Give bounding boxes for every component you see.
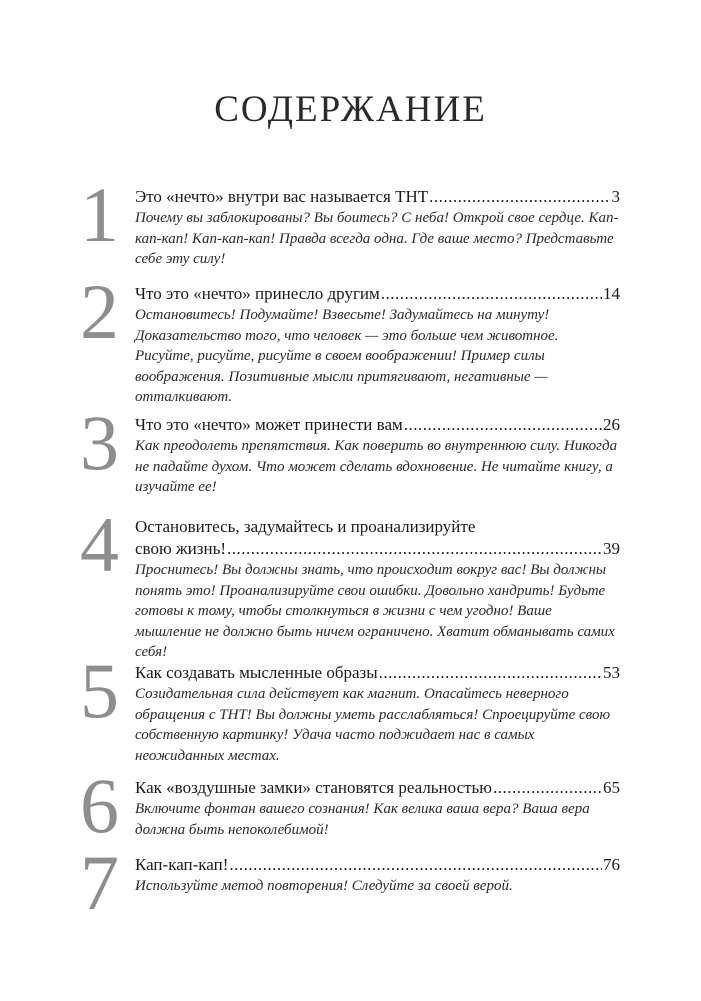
page-number: 26 [603, 415, 620, 434]
entry-body [135, 777, 620, 840]
leader-dots [379, 662, 602, 684]
entry-title[interactable]: Что это «нечто» может принести вам [135, 415, 403, 434]
leader-dots [381, 283, 602, 305]
entry-body [135, 186, 620, 270]
entry-description: Проснитесь! Вы должны знать, что происходит вокруг вас! Вы должны понять это! Проанализируйте свои ошибки. Довольно хандрить! Будьте готовы к тому, чтобы столкнуться в жизни с чем угодно! Ваше мышление не должно быть ничем ограничено. Хватит обманывать самих себя! [135, 562, 615, 660]
entry-description: Включите фонтан вашего сознания! Как велика ваша вера? Ваша вера должна быть непоколебимой! [135, 801, 590, 838]
entry-title-continued[interactable]: свою жизнь! [135, 539, 226, 558]
leader-dots [429, 186, 610, 208]
entry-title-line [135, 414, 620, 436]
chapter-number: 3 [80, 399, 119, 486]
leader-dots [493, 777, 602, 799]
page-number: 76 [603, 855, 620, 874]
entry-description: Остановитесь! Подумайте! Взвесьте! Задумайтесь на минуту! Доказательство того, что человек — это больше чем животное. Рисуйте, рисуйте, рисуйте в своем воображении! Пример силы воображения. Позитивные мысли притягивают, негативные — отталкивают. [135, 307, 559, 405]
chapter-number: 5 [80, 647, 119, 734]
entry-title[interactable]: Как создавать мысленные образы [135, 663, 378, 682]
entry-title-line [135, 662, 620, 684]
chapter-number: 1 [80, 171, 119, 258]
entry-description: Созидательная сила действует как магнит. Опасайтесь неверного обращения с ТНТ! Вы должны уметь расслабляться! Спроецируйте свою собственную картинку! Удача часто поджидает нас в самых неожиданных местах. [135, 686, 611, 764]
chapter-number: 6 [80, 762, 119, 849]
page-title: СОДЕРЖАНИЕ [214, 89, 487, 130]
page-number: 53 [603, 663, 620, 682]
page-number: 39 [603, 539, 620, 558]
entry-body [135, 414, 620, 498]
leader-dots [227, 538, 602, 560]
entry-title-line [135, 854, 620, 876]
entry-body [135, 283, 620, 408]
entry-title[interactable]: Кап-кап-кап! [135, 855, 229, 874]
entry-title-line [135, 777, 620, 799]
entry-title-line [135, 538, 620, 560]
entry-description: Почему вы заблокированы? Вы боитесь? С неба! Открой свое сердце. Кап-кап-кап! Кап-кап-кап! Правда всегда одна. Где ваше место? Представьте себе эту силу! [135, 210, 619, 267]
page-number: 14 [603, 284, 620, 303]
entry-title[interactable]: Как «воздушные замки» становятся реальностью [135, 778, 492, 797]
entry-title[interactable]: Это «нечто» внутри вас называется ТНТ [135, 187, 429, 206]
entry-description: Используйте метод повторения! Следуйте за своей верой. [135, 878, 513, 894]
page-number: 65 [603, 778, 620, 797]
entry-description: Как преодолеть препятствия. Как поверить во внутреннюю силу. Никогда не падайте духом. Что может сделать вдохновение. Не читайте книгу, а изучайте ее! [135, 438, 618, 495]
entry-title-line [135, 283, 620, 305]
entry-body [135, 854, 620, 897]
chapter-number: 2 [80, 268, 119, 355]
chapter-number: 4 [80, 501, 119, 588]
entry-title[interactable]: Что это «нечто» принесло другим [135, 284, 380, 303]
entry-body [135, 662, 620, 766]
leader-dots [404, 414, 602, 436]
page-number: 3 [611, 187, 620, 206]
chapter-number: 7 [80, 839, 119, 926]
entry-title-line [135, 186, 620, 208]
entry-body [135, 516, 620, 663]
entry-title[interactable]: Остановитесь, задумайтесь и проанализируйте [135, 517, 476, 536]
leader-dots [229, 854, 602, 876]
